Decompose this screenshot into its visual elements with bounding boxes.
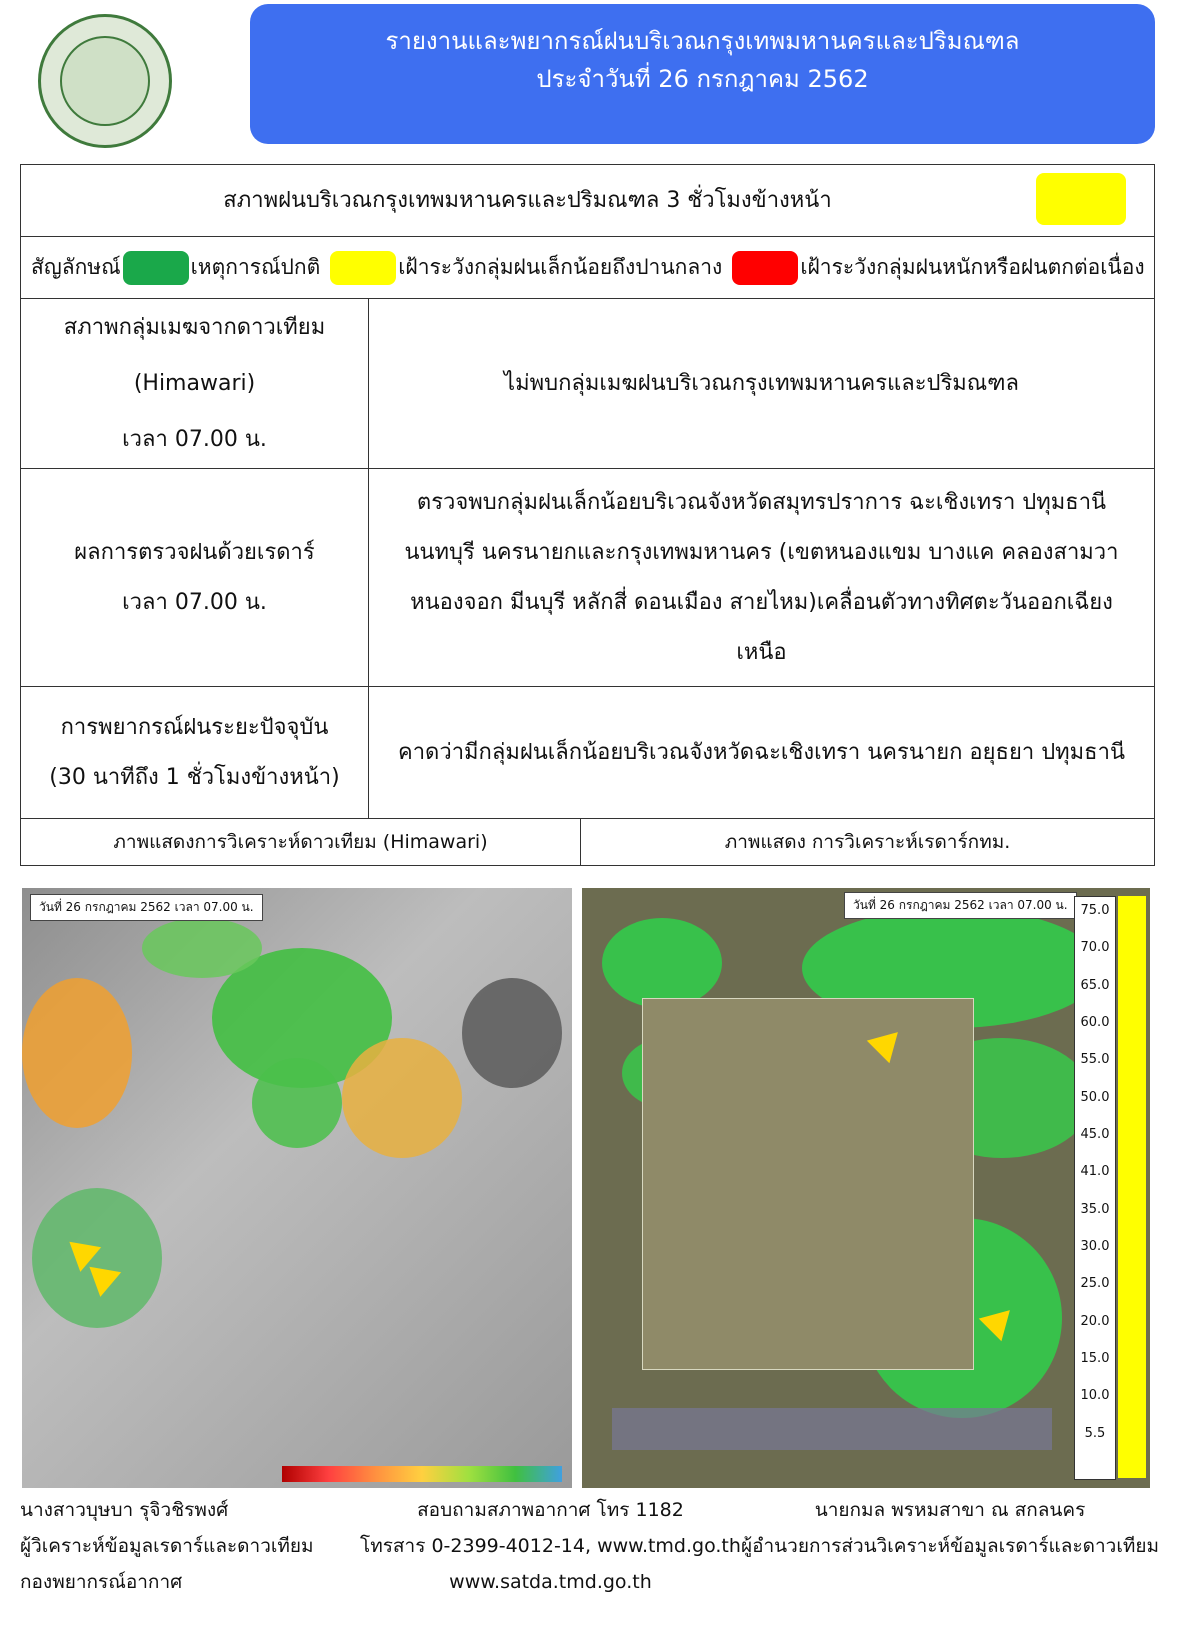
satellite-image xyxy=(22,888,572,1488)
map-images xyxy=(20,888,1155,1492)
image-headers-row xyxy=(21,819,1154,865)
report-date: ประจำวันที่ 26 กรกฎาคม 2562 xyxy=(536,65,869,93)
report-banner xyxy=(250,4,1155,144)
radar-scale-tick: 65.0 xyxy=(1080,977,1110,993)
footer-left xyxy=(20,1492,314,1600)
radar-row xyxy=(21,469,1154,687)
bangkok-boundary xyxy=(642,998,974,1370)
radar-scale-tick: 60.0 xyxy=(1080,1015,1110,1030)
radar-scale-tick: 10.0 xyxy=(1080,1388,1110,1404)
radar-scale-bar xyxy=(1118,896,1146,1478)
footer-center xyxy=(360,1492,741,1600)
legend-swatch-red xyxy=(732,251,798,285)
radar-row-text: ตรวจพบกลุ่มฝนเล็กน้อยบริเวณจังหวัดสมุทรปราการ ฉะเชิงเทรา ปทุมธานี นนทบุรี นครนายกและกรุงเทพมหานคร (เขตหนองแขม บางแค คลองสามวา หนองจอก มีนบุรี หลักสี่ ดอนเมือง สายไหม)เคลื่อนตัวทางทิศตะวันออกเฉียงเหนือ xyxy=(404,489,1119,665)
analyst-title: ผู้วิเคราะห์ข้อมูลเรดาร์และดาวเทียม xyxy=(20,1535,314,1557)
radar-scale-tick: 35.0 xyxy=(1080,1201,1110,1217)
legend-title: สัญลักษณ์ xyxy=(31,255,121,279)
radar-scale-tick: 50.0 xyxy=(1080,1089,1110,1105)
director-title: ผู้อำนวยการส่วนวิเคราะห์ข้อมูลเรดาร์และดาวเทียม xyxy=(740,1535,1160,1557)
satellite-timestamp: วันที่ 26 กรกฎาคม 2562 เวลา 07.00 น. xyxy=(30,894,263,921)
radar-timestamp: วันที่ 26 กรกฎาคม 2562 เวลา 07.00 น. xyxy=(844,892,1077,919)
radar-image xyxy=(582,888,1150,1488)
radar-info-box xyxy=(612,1408,1052,1450)
analyst-department: กองพยากรณ์อากาศ xyxy=(20,1571,183,1593)
legend-label-light-moderate: เฝ้าระวังกลุ่มฝนเล็กน้อยถึงปานกลาง xyxy=(398,255,723,279)
radar-scale-tick: 15.0 xyxy=(1080,1351,1110,1366)
nowcast-row xyxy=(21,687,1154,819)
radar-scale-tick: 70.0 xyxy=(1080,940,1110,956)
status-row xyxy=(21,165,1154,237)
radar-scale-tick: 5.5 xyxy=(1084,1425,1106,1441)
radar-scale-tick: 55.0 xyxy=(1080,1052,1110,1068)
radar-scale-tick: 45.0 xyxy=(1080,1127,1110,1142)
radar-row-label: ผลการตรวจฝนด้วยเรดาร์ xyxy=(74,539,315,565)
nowcast-row-range: (30 นาทีถึง 1 ชั่วโมงข้างหน้า) xyxy=(49,764,340,790)
satellite-row-label: สภาพกลุ่มเมฆจากดาวเทียม xyxy=(63,314,326,340)
radar-scale-tick: 41.0 xyxy=(1080,1164,1110,1180)
status-swatch xyxy=(1036,173,1126,225)
fax-website: โทรสาร 0-2399-4012-14, www.tmd.go.th xyxy=(360,1535,741,1557)
satellite-row-time: เวลา 07.00 น. xyxy=(122,426,267,452)
radar-row-time: เวลา 07.00 น. xyxy=(122,589,267,615)
radar-scale-tick: 25.0 xyxy=(1080,1276,1110,1292)
satellite-image-header: ภาพแสดงการวิเคราะห์ดาวเทียม (Himawari) xyxy=(113,831,488,853)
radar-scale xyxy=(1074,896,1116,1480)
legend-label-heavy: เฝ้าระวังกลุ่มฝนหนักหรือฝนตกต่อเนื่อง xyxy=(800,255,1145,279)
legend-swatch-green xyxy=(123,251,189,285)
legend-label-normal: เหตุการณ์ปกติ xyxy=(190,255,321,279)
nowcast-row-label: การพยากรณ์ฝนระยะปัจจุบัน xyxy=(60,714,329,740)
nowcast-row-text: คาดว่ามีกลุ่มฝนเล็กน้อยบริเวณจังหวัดฉะเชิงเทรา นครนายก อยุธยา ปทุมธานี xyxy=(397,739,1125,765)
radar-scale-tick: 30.0 xyxy=(1080,1239,1110,1254)
legend-row xyxy=(21,237,1154,299)
radar-image-header: ภาพแสดง การวิเคราะห์เรดาร์กทม. xyxy=(724,831,1011,853)
report-table xyxy=(20,164,1155,866)
report-title: รายงานและพยากรณ์ฝนบริเวณกรุงเทพมหานครและปริมณฑล xyxy=(385,27,1020,55)
director-name: นายกมล พรหมสาขา ณ สกลนคร xyxy=(814,1499,1086,1521)
legend-swatch-yellow xyxy=(330,251,396,285)
weather-hotline: สอบถามสภาพอากาศ โทร 1182 xyxy=(417,1499,684,1521)
satda-website: www.satda.tmd.go.th xyxy=(449,1571,652,1593)
radar-scale-tick: 20.0 xyxy=(1080,1313,1110,1329)
satellite-row-source: (Himawari) xyxy=(133,370,256,396)
satellite-colorbar xyxy=(282,1466,562,1482)
satellite-row-text: ไม่พบกลุ่มเมฆฝนบริเวณกรุงเทพมหานครและปริมณฑล xyxy=(504,370,1019,396)
satellite-row xyxy=(21,299,1154,469)
status-label: สภาพฝนบริเวณกรุงเทพมหานครและปริมณฑล 3 ชั่วโมงข้างหน้า xyxy=(223,187,832,213)
radar-scale-tick: 75.0 xyxy=(1080,903,1110,918)
tmd-seal-logo xyxy=(38,14,172,148)
footer-right xyxy=(740,1492,1160,1564)
analyst-name: นางสาวบุษบา รุจิวชิรพงศ์ xyxy=(20,1499,229,1521)
